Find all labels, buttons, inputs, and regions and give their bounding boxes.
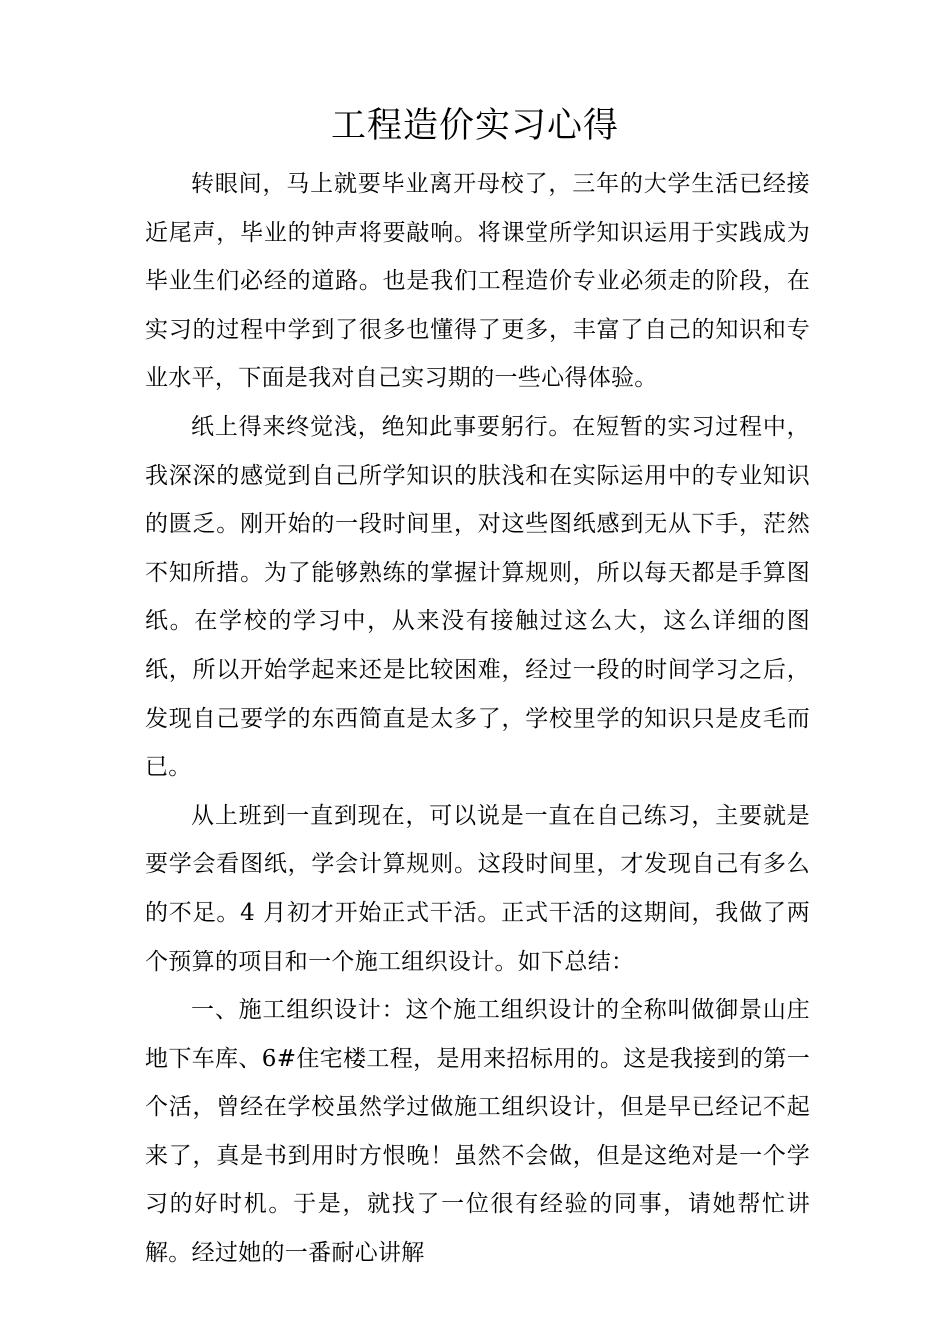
paragraph-1: 转眼间，马上就要毕业离开母校了，三年的大学生活已经接近尾声，毕业的钟声将要敲响。将课堂所学知识运用于实践成为毕业生们必经的道路。也是我们工程造价专业必须走的阶段，在实习的过程中学到了很多也懂得了更多，丰富了自己的知识和专业水平，下面是我对自己实习期的一些心得体验。: [145, 171, 810, 392]
paragraph-4: 一、施工组织设计：这个施工组织设计的全称叫做御景山庄地下车库、6#住宅楼工程，是用来招标用的。这是我接到的第一个活，曾经在学校虽然学过做施工组织设计，但是早已经记不起来了，真是书到用时方恨晚！虽然不会做，但是这绝对是一个学习的好时机。于是，就找了一位很有经验的同事，请她帮忙讲解。经过她的一番耐心讲解: [145, 997, 810, 1267]
document-body: [145, 160, 810, 1278]
paragraph-3: 从上班到一直到现在，可以说是一直在自己练习，主要就是要学会看图纸，学会计算规则。这段时间里，才发现自己有多么的不足。4 月初才开始正式干活。正式干活的这期间，我做了两个预算的项目和一个施工组织设计。如下总结：: [145, 802, 810, 975]
document-title: 工程造价实习心得: [330, 106, 619, 146]
paragraph-2: 纸上得来终觉浅，绝知此事要躬行。在短暂的实习过程中，我深深的感觉到自己所学知识的肤浅和在实际运用中的专业知识的匮乏。刚开始的一段时间里，对这些图纸感到无从下手，茫然不知所措。为了能够熟练的掌握计算规则，所以每天都是手算图纸。在学校的学习中，从来没有接触过这么大，这么详细的图纸，所以开始学起来还是比较困难，经过一段的时间学习之后，发现自己要学的东西简直是太多了，学校里学的知识只是皮毛而已。: [145, 413, 810, 781]
